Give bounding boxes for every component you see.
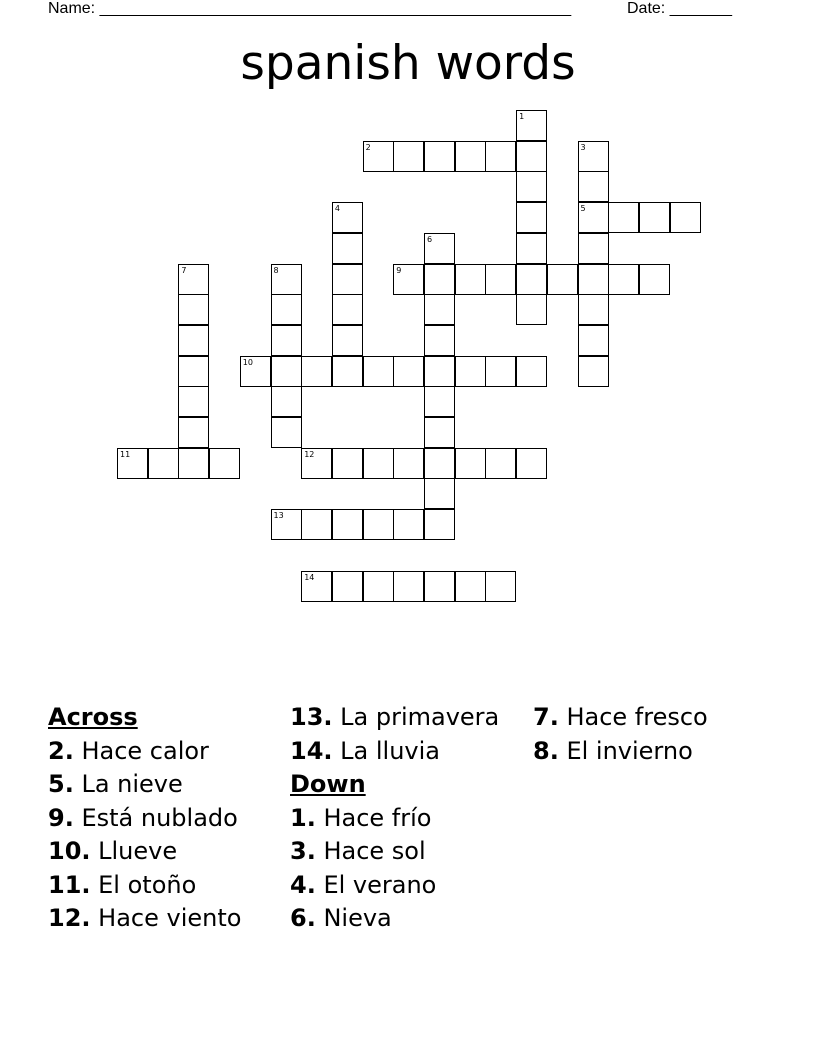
grid-cell[interactable] [332, 571, 363, 602]
grid-cell[interactable] [516, 448, 547, 479]
grid-cell[interactable] [332, 233, 363, 264]
grid-cell[interactable] [424, 417, 455, 448]
grid-cell[interactable] [332, 448, 363, 479]
clue-item [290, 802, 499, 836]
clue-column-1 [48, 701, 241, 936]
grid-cell[interactable] [332, 294, 363, 325]
grid-cell[interactable] [393, 264, 424, 295]
grid-cell[interactable] [485, 264, 516, 295]
grid-cell[interactable] [332, 264, 363, 295]
grid-cell[interactable] [393, 141, 424, 172]
grid-cell[interactable] [608, 202, 639, 233]
grid-cell[interactable] [424, 478, 455, 509]
grid-cell[interactable] [639, 264, 670, 295]
clue-item-number: 10. [48, 837, 91, 865]
grid-cell[interactable] [485, 141, 516, 172]
grid-cell[interactable] [516, 294, 547, 325]
grid-cell[interactable] [578, 233, 609, 264]
clue-item [533, 701, 708, 735]
grid-cell[interactable] [424, 141, 455, 172]
page-title: spanish words [240, 36, 576, 91]
grid-cell[interactable] [209, 448, 240, 479]
grid-cell[interactable] [301, 571, 332, 602]
clue-item [290, 835, 499, 869]
grid-cell[interactable] [424, 325, 455, 356]
clue-item-text: Está nublado [73, 803, 238, 832]
grid-cell[interactable] [271, 264, 302, 295]
clue-item-text: El invierno [558, 736, 693, 765]
grid-cell[interactable] [455, 356, 486, 387]
grid-cell[interactable] [578, 141, 609, 172]
grid-cell[interactable] [271, 509, 302, 540]
grid-cell[interactable] [363, 571, 394, 602]
clue-item-number: 5. [48, 770, 74, 798]
clue-heading: Across [48, 703, 138, 731]
clue-item-text: El otoño [90, 870, 197, 899]
grid-cell[interactable] [516, 171, 547, 202]
clue-item [290, 902, 499, 936]
grid-cell[interactable] [393, 356, 424, 387]
grid-cell[interactable] [271, 294, 302, 325]
clue-item-number: 9. [48, 803, 74, 832]
clue-number: 8 [273, 265, 279, 275]
grid-cell[interactable] [363, 356, 394, 387]
grid-cell[interactable] [178, 325, 209, 356]
grid-cell[interactable] [178, 264, 209, 295]
grid-cell[interactable] [301, 356, 332, 387]
clue-item-text: La primavera [332, 703, 500, 731]
date-field: Date: _______ [627, 0, 732, 17]
grid-cell[interactable] [271, 356, 302, 387]
clue-item-text: La nieve [73, 770, 183, 798]
grid-cell[interactable] [485, 448, 516, 479]
grid-cell[interactable] [516, 264, 547, 295]
clue-number: 10 [242, 357, 253, 367]
clue-item [48, 902, 241, 936]
grid-cell[interactable] [516, 141, 547, 172]
grid-cell[interactable] [578, 356, 609, 387]
grid-cell[interactable] [578, 325, 609, 356]
clue-item [290, 701, 499, 735]
clue-number: 9 [396, 265, 402, 275]
grid-cell[interactable] [393, 571, 424, 602]
clue-heading: Down [290, 770, 366, 798]
clue-item-number: 12. [48, 904, 91, 932]
grid-cell[interactable] [578, 264, 609, 295]
clue-item [48, 802, 241, 836]
clue-item-number: 3. [290, 837, 316, 865]
grid-cell[interactable] [178, 294, 209, 325]
clue-number: 11 [120, 449, 131, 459]
grid-cell[interactable] [485, 356, 516, 387]
clue-item-number: 11. [48, 870, 91, 899]
grid-cell[interactable] [332, 509, 363, 540]
grid-cell[interactable] [424, 294, 455, 325]
clue-number: 3 [580, 142, 586, 152]
grid-cell[interactable] [424, 356, 455, 387]
clue-item-number: 8. [533, 736, 559, 765]
clue-item-text: Hace frío [315, 803, 432, 832]
clue-number: 12 [304, 449, 315, 459]
clue-column-3 [533, 701, 708, 768]
grid-cell[interactable] [516, 202, 547, 233]
grid-cell[interactable] [393, 509, 424, 540]
grid-cell[interactable] [578, 202, 609, 233]
grid-cell[interactable] [332, 202, 363, 233]
grid-cell[interactable] [178, 448, 209, 479]
grid-cell[interactable] [332, 356, 363, 387]
grid-cell[interactable] [608, 264, 639, 295]
grid-cell[interactable] [301, 448, 332, 479]
grid-cell[interactable] [117, 448, 148, 479]
clue-item [48, 835, 241, 869]
grid-cell[interactable] [332, 325, 363, 356]
clue-item [48, 768, 241, 802]
grid-cell[interactable] [516, 233, 547, 264]
clue-number: 13 [273, 511, 284, 521]
clue-item-text: La lluvia [332, 736, 440, 765]
clue-number: 1 [519, 112, 525, 121]
grid-cell[interactable] [670, 202, 701, 233]
clue-item-text: Hace fresco [558, 703, 708, 731]
grid-cell[interactable] [516, 356, 547, 387]
clue-item-text: Hace calor [73, 736, 209, 765]
grid-cell[interactable] [639, 202, 670, 233]
grid-cell[interactable] [271, 417, 302, 448]
grid-cell[interactable] [363, 448, 394, 479]
grid-cell[interactable] [271, 325, 302, 356]
grid-cell[interactable] [240, 356, 271, 387]
clue-number: 5 [580, 204, 586, 214]
clue-item-text: Hace sol [315, 837, 426, 865]
grid-cell[interactable] [516, 110, 547, 141]
clue-item [533, 735, 708, 769]
clue-number: 6 [427, 234, 433, 244]
clue-item-text: Llueve [90, 837, 178, 865]
clue-column-2 [290, 701, 499, 936]
clue-item-text: Nieva [315, 904, 392, 932]
clue-item [48, 869, 241, 903]
clue-item-number: 7. [533, 703, 559, 731]
grid-cell[interactable] [424, 571, 455, 602]
grid-cell[interactable] [578, 294, 609, 325]
grid-cell[interactable] [424, 448, 455, 479]
grid-cell[interactable] [424, 233, 455, 264]
grid-cell[interactable] [424, 264, 455, 295]
clue-item [290, 735, 499, 769]
grid-cell[interactable] [578, 171, 609, 202]
grid-cell[interactable] [363, 141, 394, 172]
clue-item-text: Hace viento [90, 904, 242, 932]
clue-item-number: 2. [48, 736, 74, 765]
grid-cell[interactable] [148, 448, 179, 479]
grid-cell[interactable] [363, 509, 394, 540]
clue-number: 7 [181, 265, 187, 275]
clue-item-text: El verano [315, 870, 437, 899]
clue-item-number: 14. [290, 736, 333, 765]
name-field: Name: _____________________________________________________ [48, 0, 572, 17]
clue-item-number: 6. [290, 904, 316, 932]
clue-item-number: 13. [290, 703, 333, 731]
grid-cell[interactable] [178, 386, 209, 417]
clue-number: 2 [365, 142, 371, 152]
grid-cell[interactable] [485, 571, 516, 602]
grid-cell[interactable] [271, 386, 302, 417]
grid-cell[interactable] [178, 356, 209, 387]
grid-cell[interactable] [301, 509, 332, 540]
clue-item-number: 1. [290, 803, 316, 832]
grid-cell[interactable] [424, 509, 455, 540]
grid-cell[interactable] [455, 264, 486, 295]
grid-cell[interactable] [455, 141, 486, 172]
clue-item [48, 735, 241, 769]
clue-number: 4 [334, 204, 340, 214]
grid-cell[interactable] [547, 264, 578, 295]
clue-number: 14 [304, 572, 315, 582]
clue-item [290, 869, 499, 903]
grid-cell[interactable] [424, 386, 455, 417]
grid-cell[interactable] [178, 417, 209, 448]
clue-item-number: 4. [290, 870, 316, 899]
grid-cell[interactable] [393, 448, 424, 479]
grid-cell[interactable] [455, 571, 486, 602]
grid-cell[interactable] [455, 448, 486, 479]
